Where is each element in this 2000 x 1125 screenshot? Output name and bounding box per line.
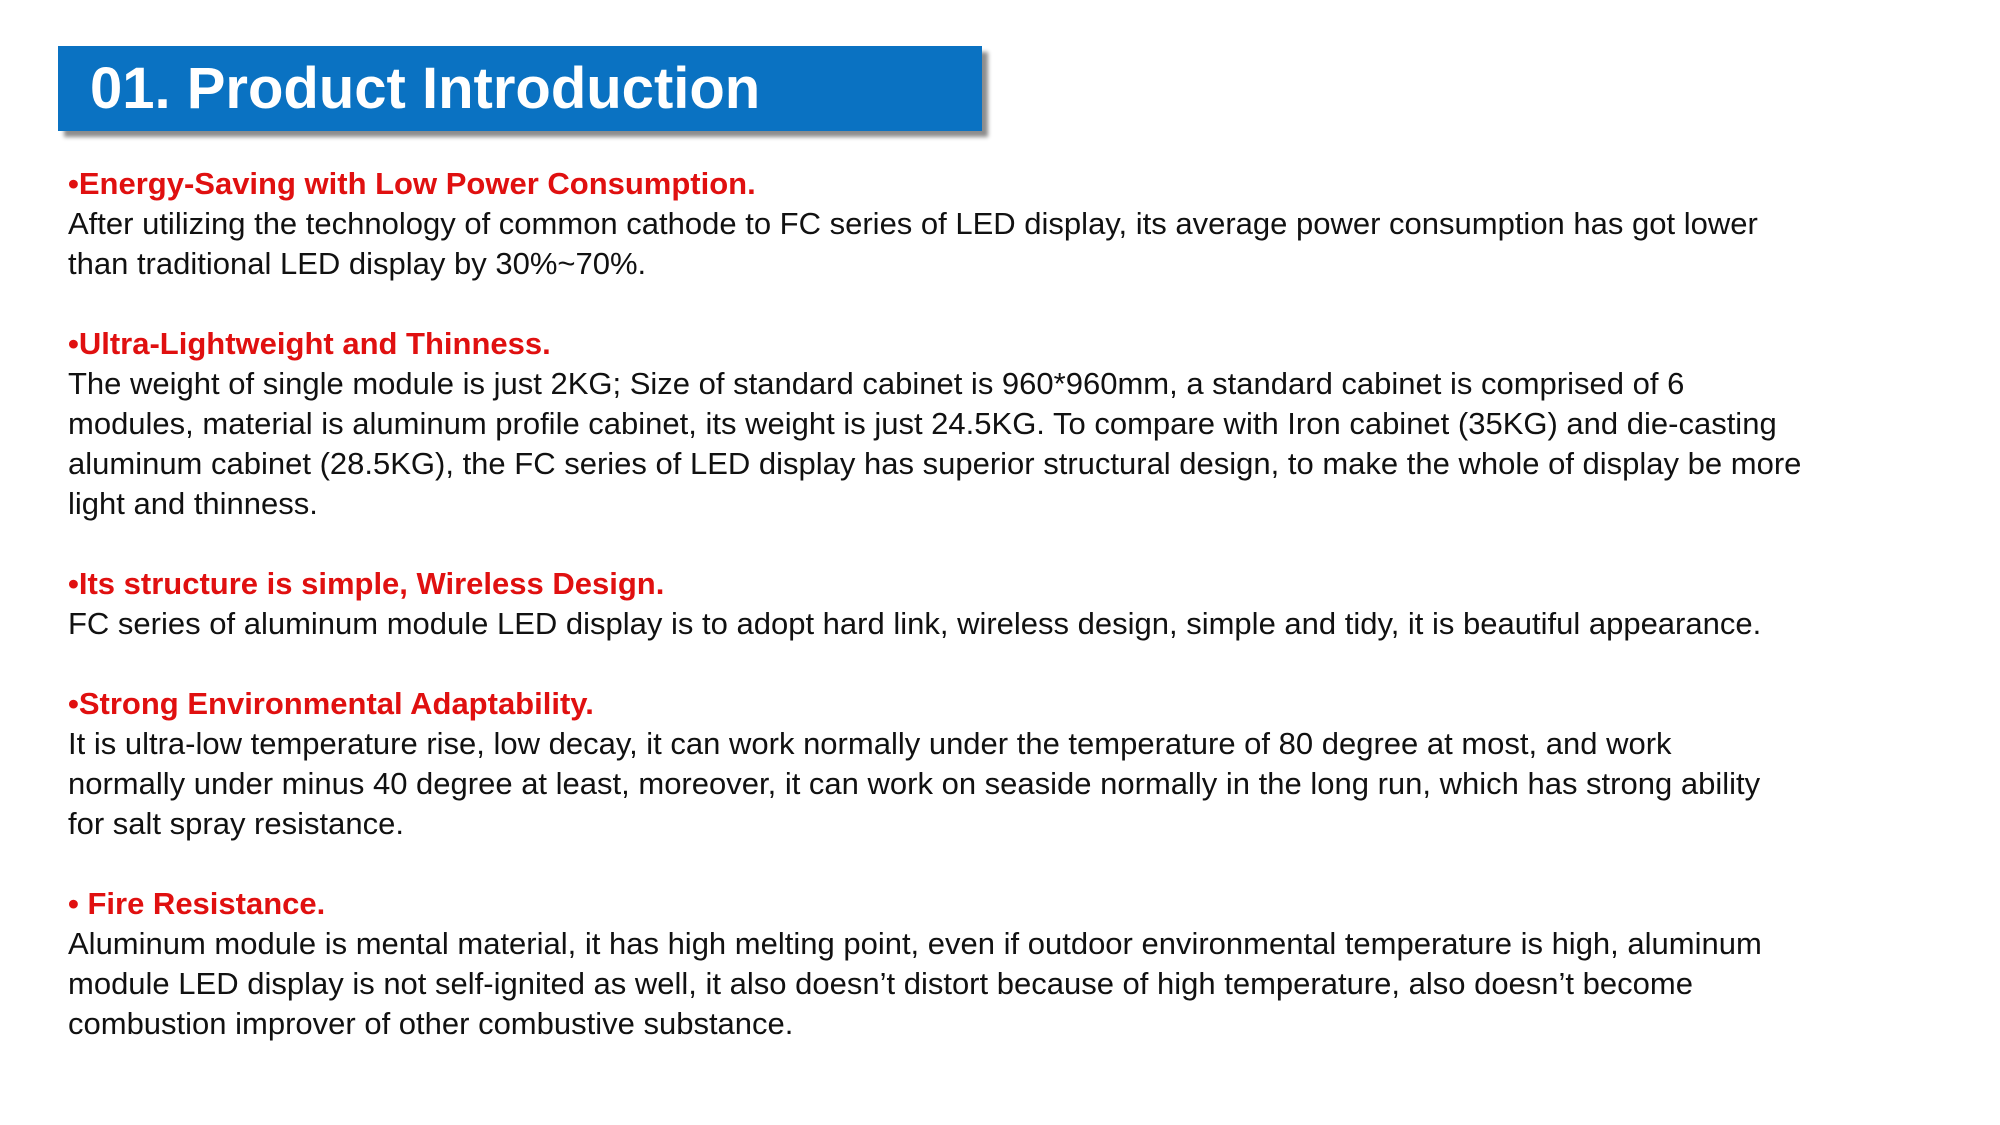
section-body: It is ultra-low temperature rise, low decay, it can work normally under the temperature of 80 degree at most, and work normally under minus 40 degree at least, moreover, it can work on seaside normally in the long run, which has strong ability for salt spray resistance.: [68, 726, 1761, 841]
section-environmental: [68, 684, 1958, 844]
section-lightweight: [68, 324, 1958, 524]
section-heading: •Energy-Saving with Low Power Consumption.: [68, 166, 756, 201]
section-body: Aluminum module is mental material, it has high melting point, even if outdoor environmental temperature is high, aluminum module LED display is not self-ignited as well, it also doesn’t distort because of high temperature, also doesn’t become combustion improver of other combustive substance.: [68, 926, 1762, 1041]
section-heading: •Strong Environmental Adaptability.: [68, 686, 594, 721]
title-banner: [58, 46, 982, 131]
section-body: The weight of single module is just 2KG; Size of standard cabinet is 960*960mm, a standard cabinet is comprised of 6 modules, material is aluminum profile cabinet, its weight is just 24.5KG. To compare with Iron cabinet (35KG) and die-casting aluminum cabinet (28.5KG), the FC series of LED display has superior structural design, to make the whole of display be more light and thinness.: [68, 366, 1802, 521]
section-body: FC series of aluminum module LED display is to adopt hard link, wireless design, simple and tidy, it is beautiful appearance.: [68, 606, 1762, 641]
page-title: 01. Product Introduction: [90, 56, 761, 121]
section-energy-saving: [68, 164, 1958, 284]
section-heading: • Fire Resistance.: [68, 886, 326, 921]
section-body: After utilizing the technology of common cathode to FC series of LED display, its average power consumption has got lower than traditional LED display by 30%~70%.: [68, 206, 1758, 281]
content-area: [68, 164, 1958, 1084]
section-heading: •Ultra-Lightweight and Thinness.: [68, 326, 551, 361]
section-fire-resistance: [68, 884, 1958, 1044]
section-wireless-design: [68, 564, 1958, 644]
section-heading: •Its structure is simple, Wireless Design.: [68, 566, 665, 601]
